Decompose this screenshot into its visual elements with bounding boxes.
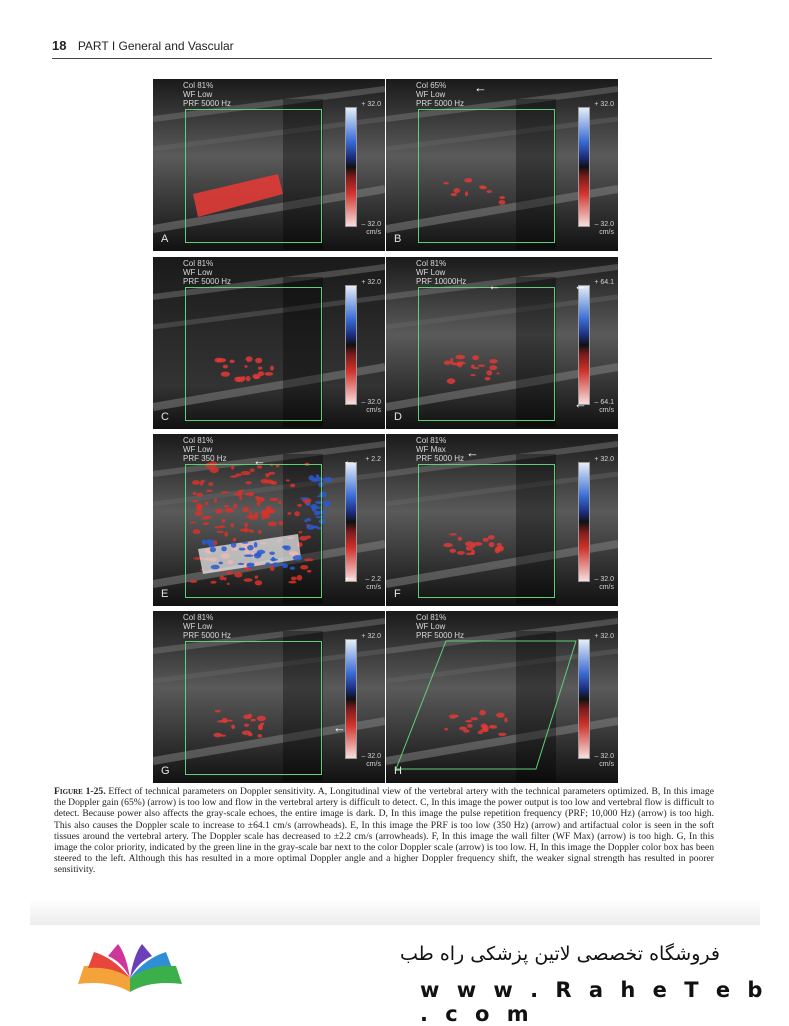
doppler-color-box [185,641,322,775]
open-book-logo-icon [70,940,190,1000]
settings-line3: PRF 5000 Hz [183,99,232,108]
part-title: PART I General and Vascular [77,39,234,53]
scale-top-value: + 2.2 [365,456,381,463]
shop-name: فروشگاه تخصصی لاتین پزشکی راه طب [400,943,720,965]
settings-line3: PRF 5000 Hz [416,631,465,640]
settings-line1: Col 81% [416,259,447,268]
annotation-arrow-icon: ← [343,453,356,468]
ultrasound-panel-e [153,434,385,606]
settings-line2: WF Low [183,622,213,631]
scale-top-value: + 32.0 [361,633,381,640]
settings-line2: WF Low [416,622,446,631]
scanner-settings-overlay [183,613,231,640]
doppler-color-scale [578,639,590,759]
settings-line3: PRF 350 Hz [183,454,227,463]
ultrasound-panel-d [386,257,618,429]
settings-line2: WF Low [183,445,213,454]
ultrasound-panel-a [153,79,385,251]
ultrasound-panel-h [386,611,618,783]
doppler-color-scale [578,285,590,405]
settings-line1: Col 81% [416,613,447,622]
scale-unit: cm/s [366,761,381,768]
panel-letter: H [394,765,402,777]
doppler-color-box [418,287,555,421]
scale-top-value: + 32.0 [361,279,381,286]
settings-line2: WF Low [183,90,213,99]
panel-letter: A [161,233,169,245]
scale-unit: cm/s [599,584,614,591]
scale-top-value: + 64.1 [594,279,614,286]
ultrasound-panel-b [386,79,618,251]
settings-line2: WF Low [416,268,446,277]
annotation-arrow-icon: ← [253,453,266,468]
settings-line1: Col 81% [416,436,447,445]
scale-unit: cm/s [366,584,381,591]
page-header [52,38,712,59]
scale-bottom-value: – 64.1 [594,399,614,406]
scale-bottom-value: – 32.0 [594,576,614,583]
settings-line1: Col 65% [416,81,447,90]
scanner-settings-overlay [416,259,466,286]
annotation-arrow-icon: ← [488,278,501,293]
annotation-arrow-icon: ← [333,720,346,735]
panel-letter: C [161,411,169,423]
panel-letter: G [161,765,170,777]
website-url: w w w . R a h e T e b . c o m [420,978,768,1026]
scale-unit: cm/s [366,407,381,414]
settings-line3: PRF 5000 Hz [416,99,465,108]
ultrasound-panel-c [153,257,385,429]
scale-unit: cm/s [599,761,614,768]
doppler-color-box [185,287,322,421]
annotation-arrow-icon: ← [574,396,587,411]
scale-bottom-value: – 32.0 [361,399,381,406]
ultrasound-panel-g [153,611,385,783]
settings-line1: Col 81% [183,436,214,445]
settings-line2: WF Low [416,90,446,99]
panel-letter: B [394,233,402,245]
panel-letter: E [161,588,169,600]
scanner-settings-overlay [183,259,231,286]
settings-line2: WF Max [416,445,446,454]
scale-bottom-value: – 32.0 [361,221,381,228]
figure-caption [54,786,714,876]
doppler-color-box [418,109,555,243]
page-number: 18 [52,38,67,53]
scanner-settings-overlay [416,81,464,108]
settings-line1: Col 81% [183,613,214,622]
doppler-color-scale [578,107,590,227]
figure-label: Figure 1-25. [54,786,106,797]
scale-bottom-value: – 2.2 [365,576,381,583]
scale-top-value: + 32.0 [594,101,614,108]
doppler-color-box [185,464,322,598]
annotation-arrow-icon: ← [343,569,356,584]
scanner-settings-overlay [183,436,227,463]
settings-line2: WF Low [183,268,213,277]
scale-bottom-value: – 32.0 [594,753,614,760]
annotation-arrow-icon: ← [574,278,587,293]
scanner-settings-overlay [416,436,464,463]
annotation-arrow-icon: ← [466,445,479,460]
doppler-color-scale [345,462,357,582]
settings-line3: PRF 5000 Hz [416,454,465,463]
settings-line1: Col 81% [183,81,214,90]
settings-line3: PRF 10000Hz [416,277,467,286]
doppler-color-box [418,464,555,598]
annotation-arrow-icon: ← [474,80,487,95]
scanner-settings-overlay [416,613,464,640]
settings-line1: Col 81% [183,259,214,268]
page-shadow [30,900,760,928]
scale-top-value: + 32.0 [361,101,381,108]
scale-bottom-value: – 32.0 [361,753,381,760]
doppler-color-scale [345,107,357,227]
panel-letter: F [394,588,401,600]
scale-unit: cm/s [599,229,614,236]
scale-bottom-value: – 32.0 [594,221,614,228]
settings-line3: PRF 5000 Hz [183,631,232,640]
settings-line3: PRF 5000 Hz [183,277,232,286]
doppler-color-scale [578,462,590,582]
scale-top-value: + 32.0 [594,456,614,463]
caption-text: Effect of technical parameters on Doppler sensitivity. A, Longitudinal view of the vertebral artery with the technical parameters optimized. B, In this image the Doppler gain (65%) (arrow) is too low and flow in the vertebral artery is difficult to detect. C, In this image the power output is too low and vertebral flow is difficult to detect. Because power also affects the gray-scale echoes, the entire image is dark. D, In this image the pulse repetition frequency (PRF; 10,000 Hz) (arrow) is too high. This also causes the Doppler scale to increase to ±64.1 cm/s (arrowheads). E, In this image the PRF is too low (350 Hz) (arrow) and artifactual color is seen in the soft tissues around the vertebral artery. The Doppler scale has decreased to ±2.2 cm/s (arrowheads). F, In this image the wall filter (WF Max) (arrow) is too high. G, In this image the color priority, indicated by the green line in the gray-scale bar next to the color Doppler scale (arrow) is too low. H, In this image the Doppler color box has been steered to the left. Although this has resulted in a more optimal Doppler angle and a higher Doppler frequency shift, the weaker signal strength has resulted in poorer sensitivity. [54,786,714,876]
scale-top-value: + 32.0 [594,633,614,640]
panel-letter: D [394,411,402,423]
scale-unit: cm/s [366,229,381,236]
scanner-settings-overlay [183,81,231,108]
doppler-color-box [185,109,322,243]
ultrasound-panel-f [386,434,618,606]
doppler-color-scale [345,285,357,405]
doppler-color-scale [345,639,357,759]
scale-unit: cm/s [599,407,614,414]
